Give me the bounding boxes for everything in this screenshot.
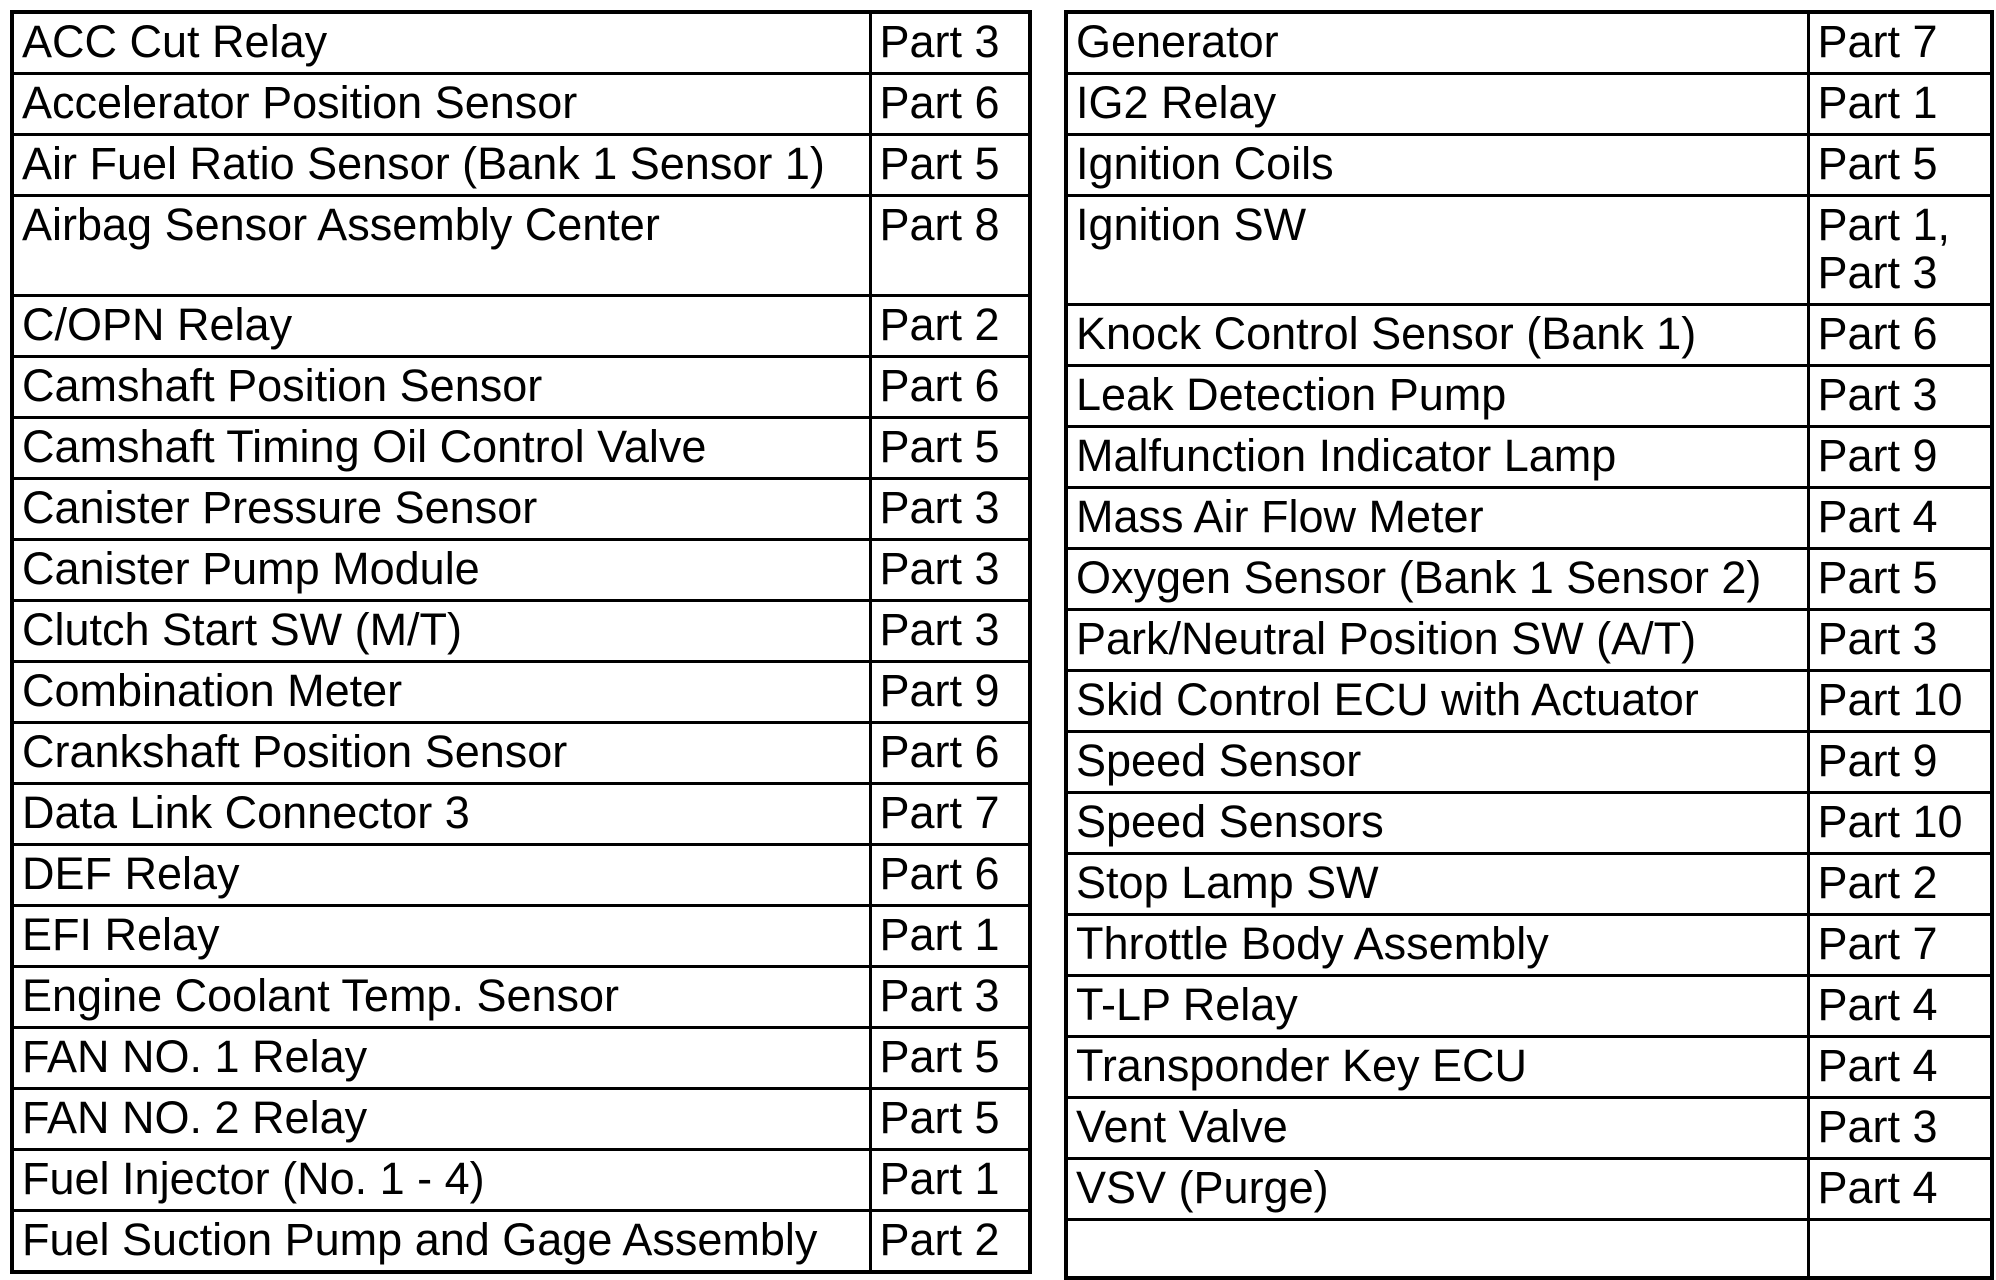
table-row — [1066, 488, 1992, 549]
part-number: Part 7 — [870, 784, 1030, 845]
part-number: Part 3 — [1808, 1098, 1992, 1159]
component-name: Malfunction Indicator Lamp — [1066, 427, 1808, 488]
part-number: Part 5 — [1808, 135, 1992, 196]
table-row — [1066, 366, 1992, 427]
component-name: ACC Cut Relay — [12, 12, 870, 74]
component-name: Clutch Start SW (M/T) — [12, 601, 870, 662]
part-number — [1808, 196, 1992, 305]
table-row — [12, 601, 1030, 662]
component-name: DEF Relay — [12, 845, 870, 906]
table-row — [1066, 74, 1992, 135]
component-name: Throttle Body Assembly — [1066, 915, 1808, 976]
table-row — [12, 196, 1030, 296]
component-name: Canister Pressure Sensor — [12, 479, 870, 540]
component-name: T-LP Relay — [1066, 976, 1808, 1037]
part-number: Part 3 — [870, 601, 1030, 662]
component-name: Vent Valve — [1066, 1098, 1808, 1159]
table-row — [1066, 854, 1992, 915]
component-table-left — [10, 10, 1032, 1274]
component-name: C/OPN Relay — [12, 296, 870, 357]
part-number: Part 5 — [870, 135, 1030, 196]
part-number: Part 10 — [1808, 671, 1992, 732]
table-row — [12, 784, 1030, 845]
component-name: Knock Control Sensor (Bank 1) — [1066, 305, 1808, 366]
table-row — [1066, 732, 1992, 793]
part-number: Part 3 — [870, 12, 1030, 74]
component-name: Data Link Connector 3 — [12, 784, 870, 845]
empty-cell — [1066, 1220, 1808, 1278]
table-row — [12, 906, 1030, 967]
component-name: Ignition SW — [1066, 196, 1808, 305]
empty-cell — [1808, 1220, 1992, 1278]
table-row — [1066, 1037, 1992, 1098]
part-number-line: Part 3 — [1817, 247, 1938, 298]
part-number: Part 5 — [870, 1089, 1030, 1150]
part-number: Part 2 — [1808, 854, 1992, 915]
part-number: Part 3 — [870, 479, 1030, 540]
component-name: Engine Coolant Temp. Sensor — [12, 967, 870, 1028]
part-number: Part 3 — [1808, 610, 1992, 671]
component-name: Generator — [1066, 12, 1808, 74]
component-name: Leak Detection Pump — [1066, 366, 1808, 427]
component-name: Fuel Suction Pump and Gage Assembly — [12, 1211, 870, 1273]
component-name: Stop Lamp SW — [1066, 854, 1808, 915]
table-row — [12, 12, 1030, 74]
table-row — [12, 1089, 1030, 1150]
table-row — [12, 967, 1030, 1028]
component-name: Speed Sensor — [1066, 732, 1808, 793]
part-number: Part 9 — [870, 662, 1030, 723]
part-number: Part 4 — [1808, 488, 1992, 549]
component-name: EFI Relay — [12, 906, 870, 967]
table-row — [12, 540, 1030, 601]
part-number: Part 2 — [870, 1211, 1030, 1273]
component-name: Camshaft Position Sensor — [12, 357, 870, 418]
part-number-line: Part 1, — [1817, 199, 1951, 250]
component-name: Accelerator Position Sensor — [12, 74, 870, 135]
part-number: Part 8 — [870, 196, 1030, 296]
table-row — [1066, 1159, 1992, 1220]
table-row — [12, 296, 1030, 357]
component-name: IG2 Relay — [1066, 74, 1808, 135]
component-name: VSV (Purge) — [1066, 1159, 1808, 1220]
part-number: Part 5 — [1808, 549, 1992, 610]
table-row — [12, 479, 1030, 540]
table-row — [12, 135, 1030, 196]
component-name: Crankshaft Position Sensor — [12, 723, 870, 784]
table-row — [1066, 976, 1992, 1037]
part-number: Part 6 — [870, 845, 1030, 906]
table-row — [1066, 196, 1992, 305]
table-row — [1066, 549, 1992, 610]
table-row — [12, 418, 1030, 479]
part-number: Part 7 — [1808, 915, 1992, 976]
table-row — [1066, 671, 1992, 732]
table-row — [12, 1211, 1030, 1273]
table-row-empty — [1066, 1220, 1992, 1278]
part-number: Part 7 — [1808, 12, 1992, 74]
table-row — [12, 1150, 1030, 1211]
table-row — [1066, 305, 1992, 366]
part-number: Part 4 — [1808, 1037, 1992, 1098]
component-index — [10, 10, 1986, 1265]
table-row — [1066, 427, 1992, 488]
component-name: Combination Meter — [12, 662, 870, 723]
part-number: Part 3 — [870, 967, 1030, 1028]
component-name: Park/Neutral Position SW (A/T) — [1066, 610, 1808, 671]
part-number: Part 1 — [870, 1150, 1030, 1211]
table-row — [1066, 135, 1992, 196]
table-row — [1066, 915, 1992, 976]
table-row — [1066, 1098, 1992, 1159]
component-name: Mass Air Flow Meter — [1066, 488, 1808, 549]
table-row — [1066, 12, 1992, 74]
component-name: Airbag Sensor Assembly Center — [12, 196, 870, 296]
component-name: Fuel Injector (No. 1 - 4) — [12, 1150, 870, 1211]
component-table-right — [1064, 10, 1994, 1280]
table-row — [1066, 793, 1992, 854]
part-number: Part 1 — [1808, 74, 1992, 135]
part-number: Part 6 — [1808, 305, 1992, 366]
component-name: Oxygen Sensor (Bank 1 Sensor 2) — [1066, 549, 1808, 610]
component-name: FAN NO. 2 Relay — [12, 1089, 870, 1150]
part-number: Part 4 — [1808, 976, 1992, 1037]
component-name: Air Fuel Ratio Sensor (Bank 1 Sensor 1) — [12, 135, 870, 196]
table-row — [12, 662, 1030, 723]
part-number: Part 9 — [1808, 732, 1992, 793]
part-number: Part 6 — [870, 357, 1030, 418]
part-number: Part 5 — [870, 418, 1030, 479]
table-row — [12, 357, 1030, 418]
part-number: Part 9 — [1808, 427, 1992, 488]
table-row — [12, 723, 1030, 784]
component-name: Camshaft Timing Oil Control Valve — [12, 418, 870, 479]
component-name: Transponder Key ECU — [1066, 1037, 1808, 1098]
part-number: Part 6 — [870, 723, 1030, 784]
component-name: Canister Pump Module — [12, 540, 870, 601]
part-number: Part 6 — [870, 74, 1030, 135]
part-number: Part 1 — [870, 906, 1030, 967]
table-row — [12, 845, 1030, 906]
table-row — [1066, 610, 1992, 671]
component-name: Skid Control ECU with Actuator — [1066, 671, 1808, 732]
part-number: Part 3 — [870, 540, 1030, 601]
component-name: FAN NO. 1 Relay — [12, 1028, 870, 1089]
part-number: Part 5 — [870, 1028, 1030, 1089]
part-number: Part 4 — [1808, 1159, 1992, 1220]
part-number: Part 2 — [870, 296, 1030, 357]
part-number: Part 3 — [1808, 366, 1992, 427]
table-row — [12, 1028, 1030, 1089]
component-name: Ignition Coils — [1066, 135, 1808, 196]
component-name: Speed Sensors — [1066, 793, 1808, 854]
table-row — [12, 74, 1030, 135]
part-number: Part 10 — [1808, 793, 1992, 854]
